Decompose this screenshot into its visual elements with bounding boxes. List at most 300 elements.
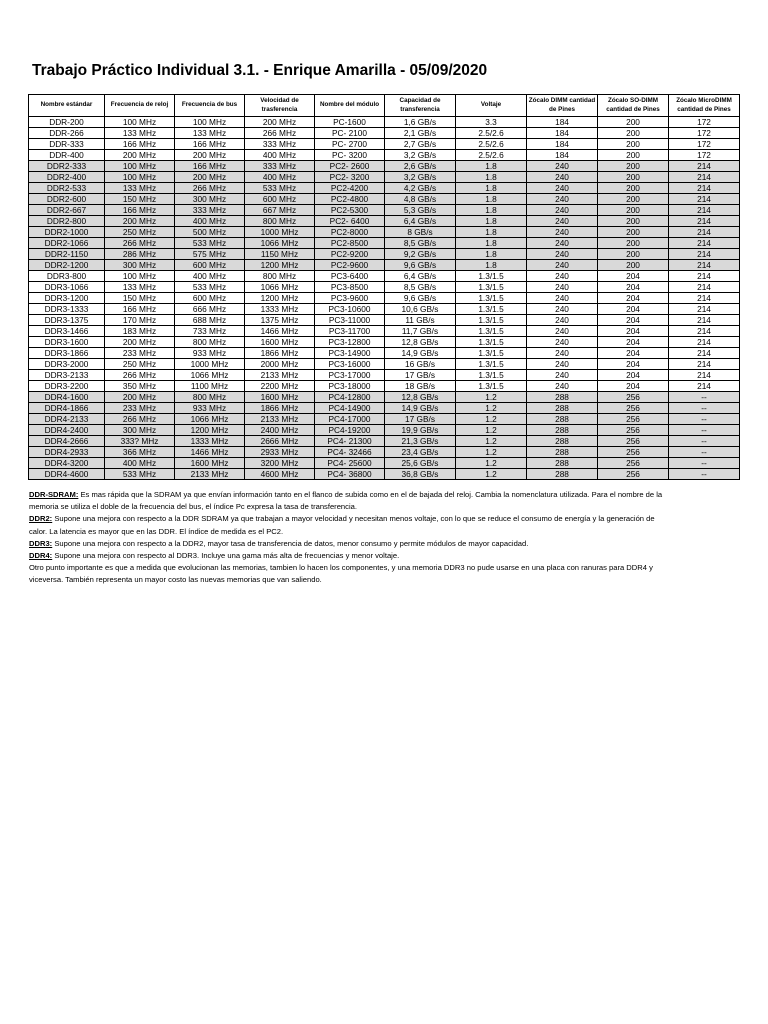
- cell-capacidad-transferencia: 8 GB/s: [385, 227, 456, 238]
- cell-nombre-modulo: PC2-9200: [315, 249, 385, 260]
- header-nombre-modulo: Nombre del módulo: [315, 95, 385, 117]
- cell-zocalo-dimm: 240: [527, 205, 598, 216]
- cell-frecuencia-bus: 1333 MHz: [175, 436, 245, 447]
- cell-frecuencia-reloj: 233 MHz: [105, 348, 175, 359]
- cell-nombre-estandar: DDR3-1466: [29, 326, 105, 337]
- cell-frecuencia-bus: 166 MHz: [175, 139, 245, 150]
- cell-nombre-modulo: PC3-9600: [315, 293, 385, 304]
- cell-velocidad-transferencia: 1000 MHz: [245, 227, 315, 238]
- cell-zocalo-dimm: 288: [527, 436, 598, 447]
- cell-zocalo-so-dimm: 204: [598, 359, 669, 370]
- cell-frecuencia-bus: 1066 MHz: [175, 414, 245, 425]
- cell-nombre-modulo: PC3-11000: [315, 315, 385, 326]
- cell-zocalo-microdimm: 214: [669, 326, 740, 337]
- cell-zocalo-microdimm: 172: [669, 139, 740, 150]
- cell-nombre-estandar: DDR-266: [29, 128, 105, 139]
- cell-velocidad-transferencia: 4600 MHz: [245, 469, 315, 480]
- cell-capacidad-transferencia: 17 GB/s: [385, 414, 456, 425]
- table-row: [29, 293, 740, 304]
- cell-nombre-modulo: PC4-17000: [315, 414, 385, 425]
- table-row: [29, 216, 740, 227]
- cell-zocalo-microdimm: 172: [669, 150, 740, 161]
- cell-nombre-modulo: PC- 2700: [315, 139, 385, 150]
- cell-capacidad-transferencia: 16 GB/s: [385, 359, 456, 370]
- table-row: [29, 414, 740, 425]
- cell-capacidad-transferencia: 3,2 GB/s: [385, 172, 456, 183]
- cell-nombre-estandar: DDR2-1066: [29, 238, 105, 249]
- cell-velocidad-transferencia: 533 MHz: [245, 183, 315, 194]
- cell-velocidad-transferencia: 266 MHz: [245, 128, 315, 139]
- cell-frecuencia-bus: 533 MHz: [175, 238, 245, 249]
- cell-velocidad-transferencia: 1375 MHz: [245, 315, 315, 326]
- cell-voltaje: 1.8: [456, 183, 527, 194]
- cell-voltaje: 1.2: [456, 392, 527, 403]
- cell-nombre-estandar: DDR-200: [29, 117, 105, 128]
- cell-zocalo-microdimm: 214: [669, 337, 740, 348]
- cell-nombre-modulo: PC4- 21300: [315, 436, 385, 447]
- cell-nombre-modulo: PC3-8500: [315, 282, 385, 293]
- table-row: [29, 150, 740, 161]
- cell-zocalo-so-dimm: 200: [598, 249, 669, 260]
- header-capacidad-transferencia: Capacidad de transferencia: [385, 95, 456, 117]
- cell-zocalo-microdimm: --: [669, 425, 740, 436]
- cell-voltaje: 1.8: [456, 216, 527, 227]
- cell-zocalo-microdimm: 214: [669, 359, 740, 370]
- cell-nombre-estandar: DDR3-1066: [29, 282, 105, 293]
- cell-frecuencia-reloj: 200 MHz: [105, 216, 175, 227]
- cell-frecuencia-bus: 266 MHz: [175, 183, 245, 194]
- cell-nombre-estandar: DDR4-3200: [29, 458, 105, 469]
- cell-zocalo-microdimm: 214: [669, 183, 740, 194]
- cell-voltaje: 1.3/1.5: [456, 293, 527, 304]
- table-row: [29, 403, 740, 414]
- cell-capacidad-transferencia: 25,6 GB/s: [385, 458, 456, 469]
- cell-velocidad-transferencia: 1066 MHz: [245, 238, 315, 249]
- cell-frecuencia-bus: 800 MHz: [175, 392, 245, 403]
- cell-nombre-estandar: DDR3-1600: [29, 337, 105, 348]
- table-row: [29, 249, 740, 260]
- cell-zocalo-dimm: 184: [527, 117, 598, 128]
- cell-zocalo-microdimm: 214: [669, 194, 740, 205]
- document-page: [28, 62, 742, 587]
- table-row: [29, 359, 740, 370]
- cell-zocalo-microdimm: 214: [669, 271, 740, 282]
- table-row: [29, 238, 740, 249]
- table-row: [29, 172, 740, 183]
- table-row: [29, 392, 740, 403]
- note-paragraph: [29, 513, 669, 537]
- cell-zocalo-so-dimm: 256: [598, 403, 669, 414]
- cell-frecuencia-reloj: 366 MHz: [105, 447, 175, 458]
- note-term: DDR2:: [29, 514, 53, 524]
- cell-zocalo-so-dimm: 204: [598, 304, 669, 315]
- cell-velocidad-transferencia: 1866 MHz: [245, 348, 315, 359]
- cell-frecuencia-bus: 1000 MHz: [175, 359, 245, 370]
- cell-nombre-modulo: PC2- 6400: [315, 216, 385, 227]
- cell-zocalo-so-dimm: 256: [598, 425, 669, 436]
- cell-nombre-estandar: DDR3-1866: [29, 348, 105, 359]
- cell-zocalo-dimm: 240: [527, 172, 598, 183]
- cell-zocalo-so-dimm: 200: [598, 117, 669, 128]
- cell-voltaje: 1.2: [456, 469, 527, 480]
- cell-velocidad-transferencia: 1066 MHz: [245, 282, 315, 293]
- header-zocalo-microdimm: Zócalo MicroDIMM cantidad de Pines: [669, 95, 740, 117]
- cell-frecuencia-reloj: 183 MHz: [105, 326, 175, 337]
- cell-nombre-modulo: PC2- 3200: [315, 172, 385, 183]
- table-row: [29, 370, 740, 381]
- cell-capacidad-transferencia: 9,6 GB/s: [385, 293, 456, 304]
- cell-nombre-modulo: PC- 3200: [315, 150, 385, 161]
- cell-capacidad-transferencia: 12,8 GB/s: [385, 337, 456, 348]
- cell-zocalo-microdimm: 214: [669, 227, 740, 238]
- cell-frecuencia-reloj: 100 MHz: [105, 172, 175, 183]
- cell-voltaje: 1.3/1.5: [456, 359, 527, 370]
- header-zocalo-so-dimm: Zócalo SO-DIMM cantidad de Pines: [598, 95, 669, 117]
- cell-capacidad-transferencia: 23,4 GB/s: [385, 447, 456, 458]
- cell-zocalo-so-dimm: 200: [598, 128, 669, 139]
- cell-velocidad-transferencia: 333 MHz: [245, 139, 315, 150]
- cell-frecuencia-reloj: 266 MHz: [105, 370, 175, 381]
- cell-zocalo-so-dimm: 204: [598, 381, 669, 392]
- cell-velocidad-transferencia: 1150 MHz: [245, 249, 315, 260]
- cell-capacidad-transferencia: 8,5 GB/s: [385, 282, 456, 293]
- cell-voltaje: 2.5/2.6: [456, 139, 527, 150]
- cell-zocalo-so-dimm: 204: [598, 348, 669, 359]
- cell-nombre-estandar: DDR2-1200: [29, 260, 105, 271]
- cell-zocalo-so-dimm: 256: [598, 392, 669, 403]
- cell-voltaje: 1.8: [456, 238, 527, 249]
- cell-zocalo-dimm: 240: [527, 282, 598, 293]
- cell-frecuencia-bus: 933 MHz: [175, 348, 245, 359]
- cell-nombre-estandar: DDR2-667: [29, 205, 105, 216]
- cell-frecuencia-reloj: 250 MHz: [105, 359, 175, 370]
- cell-zocalo-dimm: 240: [527, 227, 598, 238]
- cell-nombre-estandar: DDR2-333: [29, 161, 105, 172]
- cell-frecuencia-reloj: 166 MHz: [105, 139, 175, 150]
- note-paragraph: [29, 489, 669, 513]
- cell-zocalo-so-dimm: 256: [598, 436, 669, 447]
- cell-nombre-estandar: DDR2-600: [29, 194, 105, 205]
- cell-capacidad-transferencia: 4,8 GB/s: [385, 194, 456, 205]
- cell-voltaje: 1.8: [456, 227, 527, 238]
- table-row: [29, 139, 740, 150]
- cell-zocalo-so-dimm: 200: [598, 216, 669, 227]
- cell-frecuencia-bus: 1466 MHz: [175, 447, 245, 458]
- cell-velocidad-transferencia: 2200 MHz: [245, 381, 315, 392]
- cell-voltaje: 1.2: [456, 436, 527, 447]
- cell-voltaje: 1.3/1.5: [456, 271, 527, 282]
- cell-zocalo-so-dimm: 204: [598, 282, 669, 293]
- cell-nombre-estandar: DDR3-1333: [29, 304, 105, 315]
- cell-frecuencia-reloj: 300 MHz: [105, 260, 175, 271]
- cell-nombre-modulo: PC4-12800: [315, 392, 385, 403]
- table-row: [29, 447, 740, 458]
- cell-nombre-modulo: PC2-9600: [315, 260, 385, 271]
- cell-nombre-modulo: PC3-11700: [315, 326, 385, 337]
- table-row: [29, 425, 740, 436]
- note-paragraph: [29, 538, 669, 550]
- cell-zocalo-so-dimm: 200: [598, 172, 669, 183]
- cell-nombre-estandar: DDR3-2133: [29, 370, 105, 381]
- cell-zocalo-microdimm: 214: [669, 304, 740, 315]
- cell-frecuencia-reloj: 166 MHz: [105, 304, 175, 315]
- table-row: [29, 260, 740, 271]
- cell-nombre-estandar: DDR4-1600: [29, 392, 105, 403]
- cell-nombre-modulo: PC3-18000: [315, 381, 385, 392]
- cell-capacidad-transferencia: 9,2 GB/s: [385, 249, 456, 260]
- table-row: [29, 315, 740, 326]
- cell-frecuencia-bus: 600 MHz: [175, 293, 245, 304]
- cell-zocalo-so-dimm: 200: [598, 205, 669, 216]
- cell-frecuencia-bus: 600 MHz: [175, 260, 245, 271]
- cell-frecuencia-reloj: 166 MHz: [105, 205, 175, 216]
- cell-voltaje: 1.8: [456, 260, 527, 271]
- cell-zocalo-microdimm: 214: [669, 293, 740, 304]
- cell-frecuencia-bus: 200 MHz: [175, 150, 245, 161]
- header-voltaje: Voltaje: [456, 95, 527, 117]
- cell-velocidad-transferencia: 3200 MHz: [245, 458, 315, 469]
- cell-zocalo-so-dimm: 204: [598, 370, 669, 381]
- header-frecuencia-bus: Frecuencia de bus: [175, 95, 245, 117]
- cell-capacidad-transferencia: 10,6 GB/s: [385, 304, 456, 315]
- cell-zocalo-dimm: 240: [527, 348, 598, 359]
- cell-zocalo-dimm: 184: [527, 128, 598, 139]
- cell-nombre-estandar: DDR3-800: [29, 271, 105, 282]
- note-text: Es mas rápida que la SDRAM ya que envían información tanto en el flanco de subida como en el de bajada del reloj. Cambia la nomenclatura utilizada. Para el nombre de la memoria se utiliza el doble de la frecuencia del bus, el índice Pc expresa la tasa de transferencia.: [29, 490, 663, 512]
- cell-frecuencia-bus: 933 MHz: [175, 403, 245, 414]
- cell-zocalo-so-dimm: 204: [598, 326, 669, 337]
- cell-frecuencia-bus: 1600 MHz: [175, 458, 245, 469]
- cell-frecuencia-bus: 733 MHz: [175, 326, 245, 337]
- cell-zocalo-microdimm: 214: [669, 172, 740, 183]
- cell-capacidad-transferencia: 19,9 GB/s: [385, 425, 456, 436]
- cell-zocalo-microdimm: 172: [669, 128, 740, 139]
- cell-nombre-estandar: DDR-400: [29, 150, 105, 161]
- cell-voltaje: 2.5/2.6: [456, 150, 527, 161]
- cell-nombre-modulo: PC4-19200: [315, 425, 385, 436]
- cell-zocalo-so-dimm: 204: [598, 293, 669, 304]
- cell-capacidad-transferencia: 14,9 GB/s: [385, 403, 456, 414]
- cell-frecuencia-reloj: 200 MHz: [105, 392, 175, 403]
- table-row: [29, 183, 740, 194]
- cell-nombre-modulo: PC4- 36800: [315, 469, 385, 480]
- cell-frecuencia-bus: 533 MHz: [175, 282, 245, 293]
- cell-voltaje: 1.3/1.5: [456, 304, 527, 315]
- document-title: Trabajo Práctico Individual 3.1. - Enrique Amarilla - 05/09/2020: [32, 62, 488, 79]
- cell-nombre-estandar: DDR2-1150: [29, 249, 105, 260]
- cell-velocidad-transferencia: 1600 MHz: [245, 337, 315, 348]
- table-row: [29, 117, 740, 128]
- cell-zocalo-microdimm: 214: [669, 161, 740, 172]
- cell-frecuencia-bus: 575 MHz: [175, 249, 245, 260]
- cell-zocalo-dimm: 240: [527, 381, 598, 392]
- note-paragraph: [29, 550, 669, 562]
- cell-velocidad-transferencia: 800 MHz: [245, 216, 315, 227]
- cell-zocalo-microdimm: --: [669, 392, 740, 403]
- cell-zocalo-microdimm: --: [669, 414, 740, 425]
- cell-frecuencia-bus: 1066 MHz: [175, 370, 245, 381]
- cell-zocalo-so-dimm: 256: [598, 414, 669, 425]
- note-text: Supone una mejora con respecto a la DDR SDRAM ya que trabajan a mayor velocidad y necesitan menos voltaje, con lo que se reduce el consumo de energía y la generación de calor. La latencia es mayor que en las DDR. El índice de medida es el PC2.: [29, 514, 655, 536]
- cell-frecuencia-bus: 400 MHz: [175, 216, 245, 227]
- cell-nombre-modulo: PC2-4200: [315, 183, 385, 194]
- cell-zocalo-dimm: 184: [527, 150, 598, 161]
- cell-nombre-estandar: DDR2-400: [29, 172, 105, 183]
- cell-voltaje: 1.3/1.5: [456, 381, 527, 392]
- cell-capacidad-transferencia: 36,8 GB/s: [385, 469, 456, 480]
- cell-zocalo-so-dimm: 200: [598, 194, 669, 205]
- note-term: DDR3:: [29, 538, 53, 548]
- cell-velocidad-transferencia: 1600 MHz: [245, 392, 315, 403]
- cell-nombre-estandar: DDR4-2666: [29, 436, 105, 447]
- cell-zocalo-microdimm: 214: [669, 282, 740, 293]
- cell-velocidad-transferencia: 400 MHz: [245, 172, 315, 183]
- cell-zocalo-dimm: 240: [527, 304, 598, 315]
- cell-nombre-modulo: PC2-5300: [315, 205, 385, 216]
- cell-capacidad-transferencia: 8,5 GB/s: [385, 238, 456, 249]
- cell-zocalo-so-dimm: 204: [598, 337, 669, 348]
- cell-zocalo-microdimm: --: [669, 403, 740, 414]
- cell-zocalo-so-dimm: 204: [598, 271, 669, 282]
- cell-frecuencia-bus: 300 MHz: [175, 194, 245, 205]
- cell-frecuencia-bus: 2133 MHz: [175, 469, 245, 480]
- cell-voltaje: 1.3/1.5: [456, 326, 527, 337]
- cell-zocalo-dimm: 240: [527, 249, 598, 260]
- table-row: [29, 469, 740, 480]
- table-row: [29, 128, 740, 139]
- cell-nombre-estandar: DDR2-533: [29, 183, 105, 194]
- cell-voltaje: 1.8: [456, 194, 527, 205]
- cell-voltaje: 1.3/1.5: [456, 282, 527, 293]
- cell-capacidad-transferencia: 3,2 GB/s: [385, 150, 456, 161]
- table-row: [29, 205, 740, 216]
- cell-nombre-estandar: DDR4-2400: [29, 425, 105, 436]
- cell-velocidad-transferencia: 667 MHz: [245, 205, 315, 216]
- notes-section: [29, 489, 669, 587]
- cell-frecuencia-reloj: 133 MHz: [105, 183, 175, 194]
- cell-nombre-estandar: DDR2-800: [29, 216, 105, 227]
- table-header-row: [29, 95, 740, 117]
- cell-zocalo-dimm: 240: [527, 260, 598, 271]
- cell-frecuencia-reloj: 233 MHz: [105, 403, 175, 414]
- cell-nombre-modulo: PC3-16000: [315, 359, 385, 370]
- cell-nombre-estandar: DDR3-1200: [29, 293, 105, 304]
- table-row: [29, 337, 740, 348]
- cell-zocalo-microdimm: 214: [669, 238, 740, 249]
- cell-zocalo-microdimm: 214: [669, 216, 740, 227]
- header-nombre-estandar: Nombre estándar: [29, 95, 105, 117]
- cell-velocidad-transferencia: 2933 MHz: [245, 447, 315, 458]
- cell-zocalo-dimm: 240: [527, 370, 598, 381]
- cell-voltaje: 1.2: [456, 447, 527, 458]
- cell-nombre-modulo: PC3-6400: [315, 271, 385, 282]
- cell-nombre-modulo: PC2-8500: [315, 238, 385, 249]
- cell-nombre-estandar: DDR4-1866: [29, 403, 105, 414]
- cell-zocalo-dimm: 288: [527, 414, 598, 425]
- cell-frecuencia-reloj: 170 MHz: [105, 315, 175, 326]
- cell-zocalo-dimm: 288: [527, 469, 598, 480]
- cell-zocalo-dimm: 240: [527, 183, 598, 194]
- cell-nombre-estandar: DDR-333: [29, 139, 105, 150]
- cell-velocidad-transferencia: 1466 MHz: [245, 326, 315, 337]
- cell-frecuencia-reloj: 286 MHz: [105, 249, 175, 260]
- cell-nombre-modulo: PC2- 2600: [315, 161, 385, 172]
- cell-frecuencia-reloj: 150 MHz: [105, 194, 175, 205]
- cell-velocidad-transferencia: 2666 MHz: [245, 436, 315, 447]
- cell-zocalo-dimm: 288: [527, 458, 598, 469]
- cell-zocalo-microdimm: 214: [669, 260, 740, 271]
- cell-zocalo-dimm: 184: [527, 139, 598, 150]
- table-row: [29, 194, 740, 205]
- cell-capacidad-transferencia: 2,7 GB/s: [385, 139, 456, 150]
- cell-frecuencia-reloj: 300 MHz: [105, 425, 175, 436]
- cell-zocalo-so-dimm: 200: [598, 139, 669, 150]
- cell-nombre-modulo: PC3-17000: [315, 370, 385, 381]
- cell-zocalo-dimm: 240: [527, 194, 598, 205]
- cell-zocalo-dimm: 240: [527, 238, 598, 249]
- cell-capacidad-transferencia: 21,3 GB/s: [385, 436, 456, 447]
- cell-voltaje: 1.3/1.5: [456, 315, 527, 326]
- cell-frecuencia-bus: 200 MHz: [175, 172, 245, 183]
- cell-capacidad-transferencia: 6,4 GB/s: [385, 216, 456, 227]
- cell-zocalo-microdimm: 172: [669, 117, 740, 128]
- cell-nombre-estandar: DDR3-1375: [29, 315, 105, 326]
- cell-zocalo-so-dimm: 256: [598, 469, 669, 480]
- cell-frecuencia-reloj: 200 MHz: [105, 150, 175, 161]
- cell-frecuencia-bus: 400 MHz: [175, 271, 245, 282]
- cell-nombre-modulo: PC4- 32466: [315, 447, 385, 458]
- note-text: Supone una mejora con respecto a la DDR2, mayor tasa de transferencia de datos, menor consumo y permite módulos de mayor capacidad.: [52, 538, 529, 548]
- cell-frecuencia-bus: 1200 MHz: [175, 425, 245, 436]
- cell-velocidad-transferencia: 333 MHz: [245, 161, 315, 172]
- cell-zocalo-microdimm: --: [669, 436, 740, 447]
- cell-capacidad-transferencia: 2,1 GB/s: [385, 128, 456, 139]
- cell-nombre-modulo: PC-1600: [315, 117, 385, 128]
- cell-nombre-modulo: PC2-4800: [315, 194, 385, 205]
- cell-zocalo-microdimm: 214: [669, 315, 740, 326]
- cell-nombre-estandar: DDR4-4600: [29, 469, 105, 480]
- cell-nombre-modulo: PC2-8000: [315, 227, 385, 238]
- cell-velocidad-transferencia: 400 MHz: [245, 150, 315, 161]
- cell-voltaje: 1.2: [456, 458, 527, 469]
- cell-nombre-estandar: DDR3-2200: [29, 381, 105, 392]
- cell-frecuencia-reloj: 150 MHz: [105, 293, 175, 304]
- cell-frecuencia-bus: 333 MHz: [175, 205, 245, 216]
- cell-frecuencia-reloj: 200 MHz: [105, 337, 175, 348]
- cell-voltaje: 1.8: [456, 161, 527, 172]
- cell-zocalo-dimm: 288: [527, 425, 598, 436]
- cell-zocalo-microdimm: 214: [669, 348, 740, 359]
- cell-frecuencia-reloj: 533 MHz: [105, 469, 175, 480]
- cell-zocalo-dimm: 288: [527, 392, 598, 403]
- cell-velocidad-transferencia: 2133 MHz: [245, 414, 315, 425]
- cell-capacidad-transferencia: 9,6 GB/s: [385, 260, 456, 271]
- cell-voltaje: 1.3/1.5: [456, 348, 527, 359]
- cell-capacidad-transferencia: 18 GB/s: [385, 381, 456, 392]
- cell-frecuencia-reloj: 133 MHz: [105, 282, 175, 293]
- cell-zocalo-so-dimm: 200: [598, 161, 669, 172]
- cell-frecuencia-reloj: 266 MHz: [105, 414, 175, 425]
- cell-zocalo-dimm: 240: [527, 161, 598, 172]
- table-row: [29, 304, 740, 315]
- cell-zocalo-dimm: 240: [527, 359, 598, 370]
- table-row: [29, 436, 740, 447]
- cell-frecuencia-bus: 133 MHz: [175, 128, 245, 139]
- cell-capacidad-transferencia: 11 GB/s: [385, 315, 456, 326]
- cell-capacidad-transferencia: 12,8 GB/s: [385, 392, 456, 403]
- cell-voltaje: 3.3: [456, 117, 527, 128]
- cell-zocalo-microdimm: --: [669, 447, 740, 458]
